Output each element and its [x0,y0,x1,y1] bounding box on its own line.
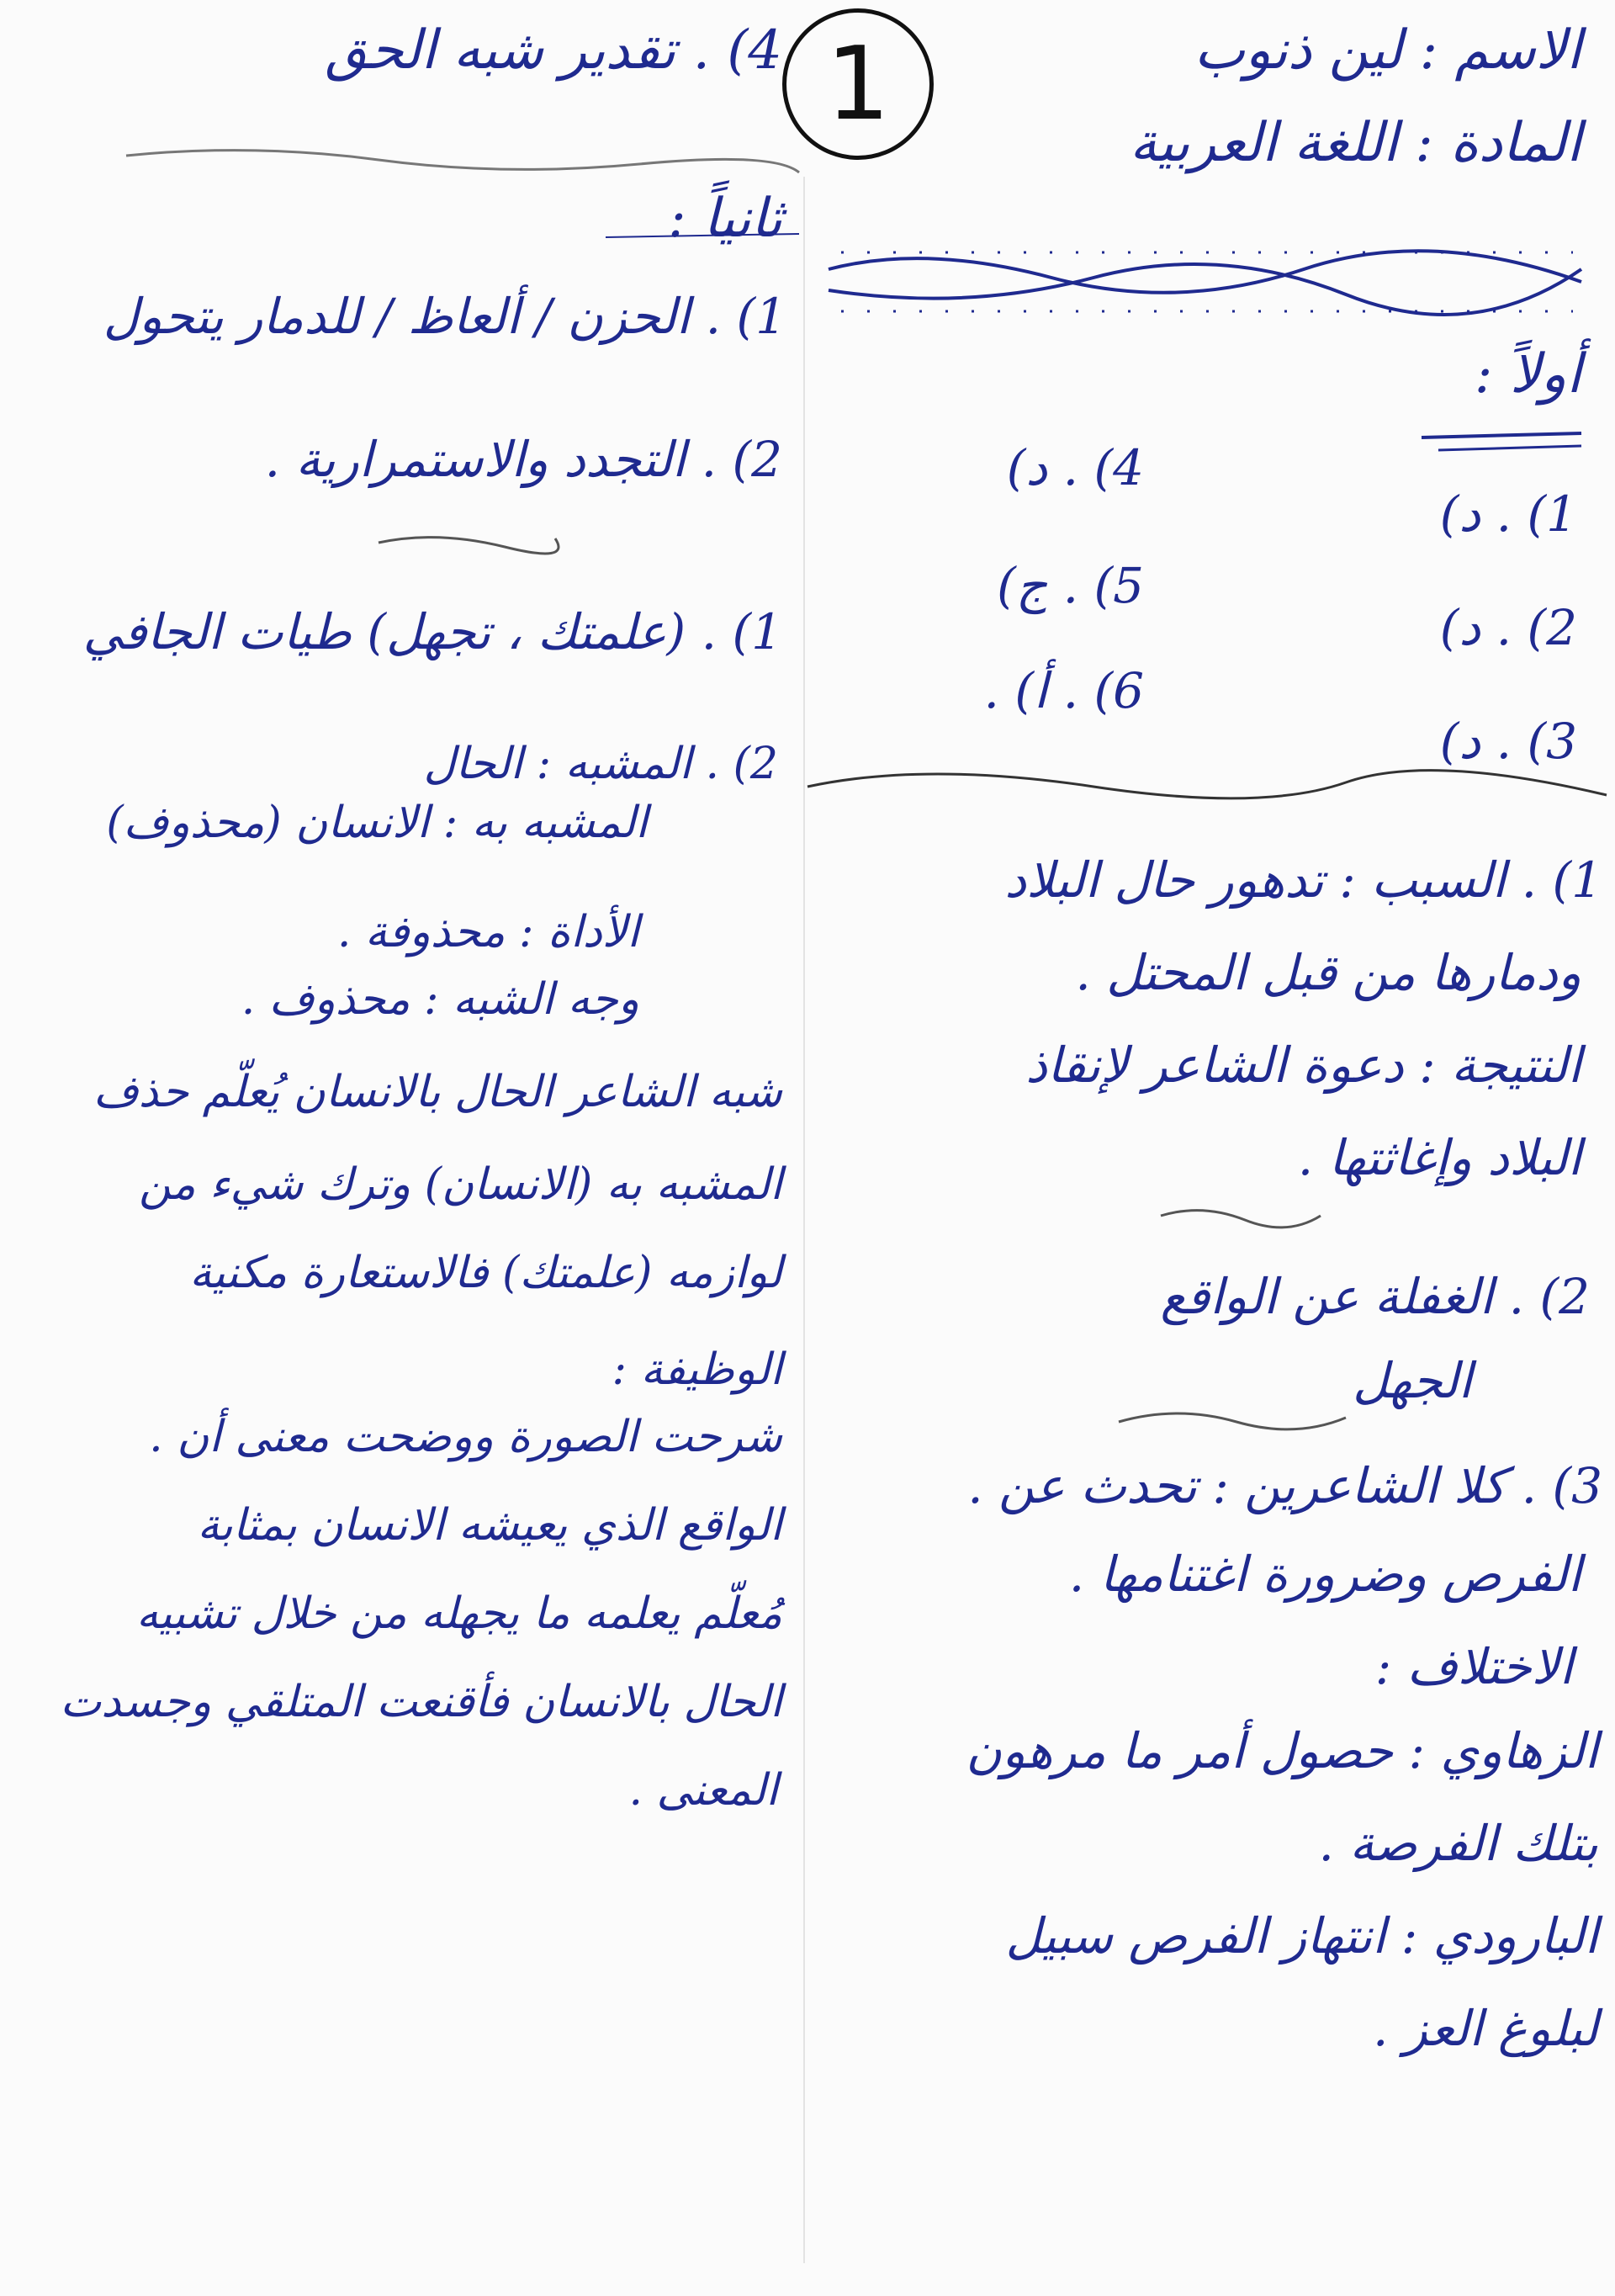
answer-q1-line1: 1) . السبب : تدهور حال البلاد [1004,851,1602,909]
difference-title: الاختلاف : [1374,1638,1573,1695]
answer-q1-line3: النتيجة : دعوة الشاعر لإنقاذ [1025,1037,1581,1094]
left-answer-b2-line3: الأداة : محذوفة . [336,907,639,957]
column-divider [803,177,805,2263]
left-paragraph-line2: المشبه به (الانسان) وترك شيء من [139,1159,782,1210]
left-answer-b2-line2: المشبه به : الانسان (محذوف) [106,798,648,848]
decorated-band-right [829,251,1581,293]
function-title: الوظيفة : [612,1344,782,1395]
answer-q1-line4: البلاد وإغاثتها . [1297,1129,1581,1186]
left-answer-b1: 1) . (علمتك ، تجهل) طيات الجافي [82,603,782,660]
wavy-divider-right [808,771,1607,798]
left-function-line4: الحال بالانسان فأقنعت المتلقي وجسدت [60,1677,782,1727]
mcq-item-5: 5) . ج) [997,557,1144,614]
mcq-item-1: 1) . د) [1439,485,1577,543]
wavy-left-1 [379,538,559,554]
mcq-item-2: 2) . د) [1439,599,1577,656]
answer-q3-line2: الفرص وضرورة اغتنامها . [1068,1546,1581,1603]
mcq-item-3: 3) . د) [1439,713,1577,770]
student-name: الاسم : لين ذنوب [1194,19,1581,82]
top-left-note: 4) . تقدير شبه الحق [325,19,782,82]
answer-q2-line2: الجهل [1353,1352,1472,1409]
difference-line2: بتلك الفرصة . [1318,1815,1598,1872]
difference-line1: الزهاوي : حصول أمر ما مرهون [966,1722,1598,1779]
left-answer-a2: 2) . التجدد والاستمرارية . [264,431,782,488]
left-paragraph-line1: شبه الشاعر الحال بالانسان يُعلّم حذف [93,1067,782,1117]
mcq-item-4: 4) . د) [1006,439,1144,496]
subject-name: المادة : اللغة العربية [1130,112,1581,174]
left-function-line2: الواقع الذي يعيشه الانسان بمثابة [197,1500,782,1551]
left-answer-a1: 1) . الحزن / ألعاظ / للدمار يتحول [103,288,786,345]
answer-q2-line1: 2) . الغفلة عن الواقع [1160,1268,1590,1325]
answer-q1-line2: ودمارها من قبل المحتل . [1075,944,1581,1001]
grade-circle: 1 [782,8,934,160]
answer-q3-line1: 3) . كلا الشاعرين : تحدث عن . [967,1457,1602,1514]
difference-line3: البارودي : انتهاز الفرص سبيل [1005,1907,1598,1965]
left-answer-b2-line1: 2) . المشبه : الحال [423,739,778,789]
mcq-item-6: 6) . أ) . [983,662,1144,719]
left-answer-b2-line4: وجه الشبه : محذوف . [241,974,639,1025]
left-function-line1: شرحت الصورة ووضحت معنى أن . [149,1412,782,1462]
left-paragraph-line3: لوازمه (علمتك) فالاستعارة مكنية [189,1248,782,1298]
difference-line4: لبلوغ العز . [1372,2000,1598,2057]
wavy-divider-top-left [126,151,799,172]
left-function-line5: المعنى . [628,1765,778,1816]
right-section-title: أولاً : [1474,343,1581,406]
underline-right-title [1422,433,1581,437]
left-function-line3: مُعلّم يعلمه ما يجهله من خلال تشبيه [136,1588,782,1639]
left-section-title: ثانياً : [668,188,782,250]
